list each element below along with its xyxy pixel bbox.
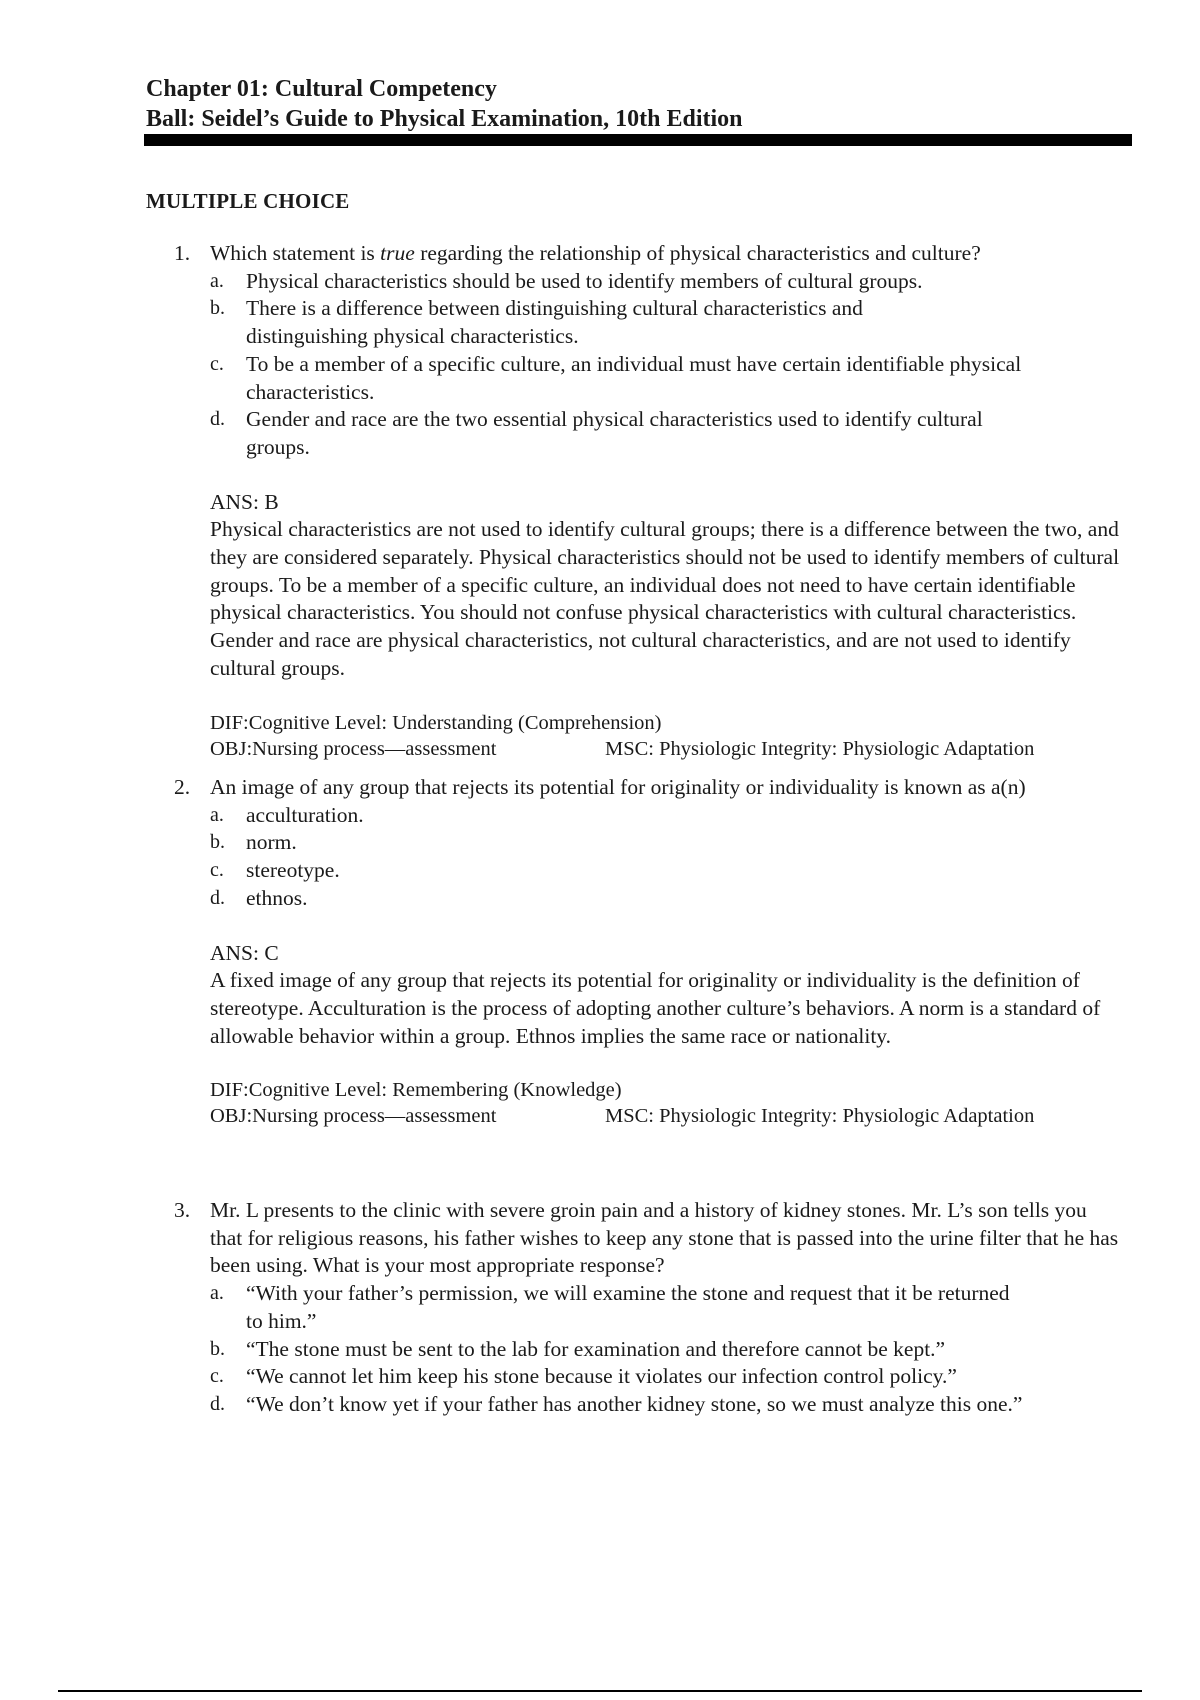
option-text: “We cannot let him keep his stone because it violates our infection control policy.” xyxy=(246,1364,957,1389)
msc-category: MSC: Physiologic Integrity: Physiologic Adaptation xyxy=(605,1105,1035,1128)
option-c xyxy=(210,1363,1124,1391)
book-title: Ball: Seidel’s Guide to Physical Examination, 10th Edition xyxy=(146,106,743,132)
difficulty-level: DIF:Cognitive Level: Remembering (Knowledge) xyxy=(210,1079,622,1102)
option-letter: b. xyxy=(210,831,225,854)
option-text: Gender and race are the two essential physical characteristics used to identify cultural groups. xyxy=(246,407,983,459)
answer-key: ANS: B xyxy=(210,489,279,514)
question-2 xyxy=(174,774,1124,1129)
option-b xyxy=(210,1336,1124,1364)
option-letter: b. xyxy=(210,1337,225,1360)
option-text: ethnos. xyxy=(246,885,308,910)
chapter-title: Chapter 01: Cultural Competency xyxy=(146,76,497,102)
answer-rationale: A fixed image of any group that rejects its potential for originality or individuality is the definition of stereotype. Acculturation is the process of adopting another culture’s behaviors. A norm is a standard of allowable behavior within a group. Ethnos implies the same race or nationality. xyxy=(210,968,1101,1048)
question-text xyxy=(210,240,1124,268)
answer-block xyxy=(210,940,1124,1130)
question-1 xyxy=(174,240,1124,762)
option-text: stereotype. xyxy=(246,858,340,883)
question-stem xyxy=(174,774,1124,802)
option-letter: d. xyxy=(210,408,225,431)
option-letter: d. xyxy=(210,886,225,909)
stem-text: Which statement is xyxy=(210,241,381,265)
option-text: “With your father’s permission, we will examine the stone and request that it be returned to him.” xyxy=(246,1281,1010,1333)
metadata-row xyxy=(210,736,1124,762)
option-letter: c. xyxy=(210,352,224,375)
footer-rule xyxy=(58,1690,1142,1692)
option-a xyxy=(210,802,1124,830)
question-3 xyxy=(174,1197,1124,1419)
option-b xyxy=(210,295,1124,350)
question-metadata xyxy=(210,710,1124,762)
answer-rationale: Physical characteristics are not used to identify cultural groups; there is a difference between the two, and they are considered separately. Physical characteristics should not be used to identify members of cultural groups. To be a member of a specific culture, an individual does not need to have certain identifiable physical characteristics. You should not confuse physical characteristics with cultural characteristics. Gender and race are physical characteristics, not cultural characteristics, and are not used to identify cultural groups. xyxy=(210,517,1120,680)
stem-text: regarding the relationship of physical characteristics and culture? xyxy=(414,241,981,265)
question-text: An image of any group that rejects its potential for originality or individuality is known as a(n) xyxy=(210,775,1026,799)
option-list xyxy=(210,268,1124,462)
difficulty-level: DIF:Cognitive Level: Understanding (Comprehension) xyxy=(210,711,662,734)
option-letter: a. xyxy=(210,803,224,826)
msc-category: MSC: Physiologic Integrity: Physiologic Adaptation xyxy=(605,737,1035,760)
option-text: norm. xyxy=(246,830,297,855)
question-number: 2. xyxy=(174,775,191,799)
option-text: acculturation. xyxy=(246,802,364,827)
option-letter: a. xyxy=(210,269,224,292)
option-letter: d. xyxy=(210,1392,225,1415)
option-text: There is a difference between distinguishing cultural characteristics and distinguishing physical characteristics. xyxy=(246,296,863,349)
objective: OBJ:Nursing process—assessment xyxy=(210,1105,497,1128)
option-list xyxy=(210,1280,1124,1419)
answer-block xyxy=(210,489,1124,762)
option-b xyxy=(210,829,1124,857)
option-letter: a. xyxy=(210,1282,224,1305)
option-letter: c. xyxy=(210,1365,224,1388)
section-title: MULTIPLE CHOICE xyxy=(146,189,350,213)
document-header xyxy=(146,74,1131,134)
option-d xyxy=(210,1391,1124,1419)
option-d xyxy=(210,406,1124,461)
option-a xyxy=(210,268,1124,296)
option-text: Physical characteristics should be used to identify members of cultural groups. xyxy=(246,268,923,293)
option-list xyxy=(210,802,1124,913)
header-rule xyxy=(144,134,1132,146)
option-letter: c. xyxy=(210,859,224,882)
question-stem xyxy=(174,1197,1124,1280)
metadata-row xyxy=(210,1103,1124,1129)
stem-emphasis: true xyxy=(380,241,415,265)
option-text: “We don’t know yet if your father has another kidney stone, so we must analyze this one.” xyxy=(246,1391,1023,1416)
question-metadata xyxy=(210,1077,1124,1129)
option-c xyxy=(210,351,1124,406)
question-stem xyxy=(174,240,1124,268)
objective: OBJ:Nursing process—assessment xyxy=(210,737,497,760)
option-c xyxy=(210,857,1124,885)
option-a xyxy=(210,1280,1124,1335)
option-text: To be a member of a specific culture, an individual must have certain identifiable physical characteristics. xyxy=(246,351,1022,404)
answer-key: ANS: C xyxy=(210,940,279,965)
option-letter: b. xyxy=(210,297,225,320)
question-text: Mr. L presents to the clinic with severe groin pain and a history of kidney stones. Mr. L’s son tells you that for religious reasons, his father wishes to keep any stone that is passed into the urine filter that he has been using. What is your most appropriate response? xyxy=(210,1198,1119,1278)
option-d xyxy=(210,885,1124,913)
question-number: 3. xyxy=(174,1198,191,1222)
question-number: 1. xyxy=(174,241,191,265)
option-text: “The stone must be sent to the lab for examination and therefore cannot be kept.” xyxy=(246,1336,946,1361)
